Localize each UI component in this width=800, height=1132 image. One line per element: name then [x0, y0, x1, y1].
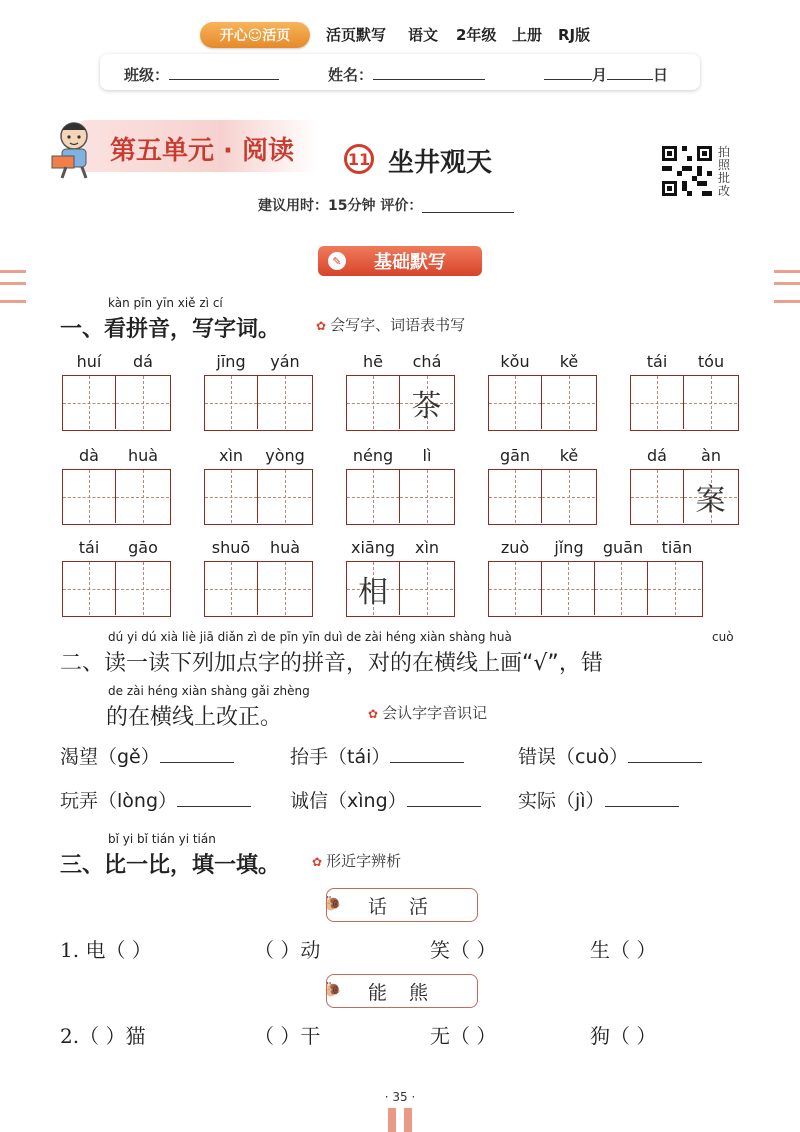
lesson-number-badge: 11	[344, 144, 374, 174]
side-mark-left	[0, 282, 26, 285]
q2-heading-line1: 二、读一读下列加点字的拼音，对的在横线上画“√”，错	[60, 651, 603, 676]
brand-logo: 开心☺活页	[200, 22, 310, 48]
qr-code-icon[interactable]	[662, 146, 712, 196]
fill-item[interactable]: 无（ ）	[430, 1024, 497, 1048]
writing-grid[interactable]	[630, 469, 739, 525]
writing-cell[interactable]	[258, 376, 311, 429]
q1-heading: 一、看拼音，写字词。	[60, 317, 281, 342]
writing-cell[interactable]	[489, 562, 542, 615]
fill-item[interactable]: 生（ ）	[590, 938, 657, 962]
q3-tag: ✿ 形近字辨析	[312, 852, 402, 870]
writing-cell[interactable]	[489, 470, 542, 523]
writing-cell[interactable]: 相	[347, 562, 400, 615]
snail-icon: 🐌	[324, 982, 342, 998]
snail-icon: 🐌	[324, 896, 342, 912]
word-group: gān kě	[488, 446, 597, 525]
word-group: huí dá	[62, 352, 171, 431]
word-group: xìn yòng	[204, 446, 313, 525]
fill-item[interactable]: 2.（ ）猫	[60, 1024, 146, 1048]
word-group: jīng yán	[204, 352, 313, 431]
writing-grid[interactable]	[204, 469, 313, 525]
word-group: dà huà	[62, 446, 171, 525]
word-group: xiāng xìn 相	[346, 538, 455, 617]
side-mark-left	[0, 270, 26, 273]
writing-grid[interactable]	[488, 375, 597, 431]
word-group: shuō huà	[204, 538, 313, 617]
name-label: 姓名：	[328, 66, 374, 84]
side-mark-left	[0, 300, 26, 303]
writing-cell[interactable]	[116, 470, 169, 523]
writing-cell[interactable]	[347, 470, 400, 523]
suggested-time: 建议用时：15分钟 评价：	[258, 195, 514, 215]
word-group: kǒu kě	[488, 352, 597, 431]
side-mark-right	[774, 282, 800, 285]
writing-grid[interactable]	[346, 469, 455, 525]
pinyin-check-item[interactable]: 玩弄（lòng）	[60, 786, 251, 813]
child-reading-icon	[44, 118, 104, 180]
q2-pinyin-line1: dú yi dú xià liè jiā diǎn zì de pīn yīn duì de zài héng xiàn shàng huà	[108, 630, 512, 644]
writing-cell[interactable]	[542, 376, 595, 429]
writing-grid[interactable]	[62, 469, 171, 525]
grade-label: 2年级	[456, 26, 497, 44]
writing-grid[interactable]	[630, 375, 739, 431]
q2-tag: ✿ 会认字字音识记	[368, 704, 488, 722]
pinyin-check-item[interactable]: 渴望（gě）	[60, 742, 234, 769]
writing-cell[interactable]	[489, 376, 542, 429]
word-group: néng lì	[346, 446, 455, 525]
q3-heading: 三、比一比，填一填。	[60, 853, 281, 878]
writing-cell[interactable]	[542, 470, 595, 523]
writing-grid[interactable]	[204, 375, 313, 431]
writing-cell[interactable]	[205, 470, 258, 523]
writing-cell[interactable]	[258, 470, 311, 523]
word-group: tái tóu	[630, 352, 739, 431]
writing-grid[interactable]	[488, 469, 597, 525]
q2-pinyin-cuo: cuò	[712, 630, 734, 644]
compare-chars-box: 话 活	[326, 888, 478, 922]
class-field[interactable]	[124, 63, 279, 85]
side-mark-right	[774, 300, 800, 303]
pencil-icon: ✎	[328, 252, 346, 270]
fill-item[interactable]: 笑（ ）	[430, 938, 497, 962]
q2-heading-line2: 的在横线上改正。	[106, 705, 283, 730]
month-label: 月	[592, 66, 608, 84]
writing-grid[interactable]	[62, 561, 171, 617]
q1-tag: ✿ 会写字、词语表书写	[316, 316, 466, 334]
writing-cell[interactable]	[205, 376, 258, 429]
q2-pinyin-line2: de zài héng xiàn shàng gǎi zhèng	[108, 684, 310, 698]
word-group: tái gāo	[62, 538, 171, 617]
writing-cell[interactable]	[63, 562, 116, 615]
writing-cell[interactable]	[116, 376, 169, 429]
bottom-tab	[388, 1108, 396, 1132]
fill-item[interactable]: 狗（ ）	[590, 1024, 657, 1048]
q1-pinyin: kàn pīn yīn xiě zì cí	[108, 296, 223, 310]
edition-label: RJ版	[558, 26, 591, 44]
writing-cell[interactable]	[205, 562, 258, 615]
section-banner: 基础默写	[318, 246, 482, 276]
writing-cell[interactable]	[347, 376, 400, 429]
writing-grid[interactable]	[488, 561, 703, 617]
writing-cell[interactable]: 案	[684, 470, 737, 523]
subject-label: 语文	[408, 26, 439, 44]
pinyin-check-item[interactable]: 诚信（xìng）	[290, 786, 481, 813]
writing-cell[interactable]: 茶	[400, 376, 453, 429]
unit-title: 第五单元 · 阅读	[110, 136, 294, 166]
volume-label: 上册	[512, 26, 543, 44]
writing-cell[interactable]	[400, 562, 453, 615]
writing-cell[interactable]	[63, 470, 116, 523]
writing-grid[interactable]	[204, 561, 313, 617]
writing-cell[interactable]	[595, 562, 648, 615]
fill-item[interactable]: （ ）干	[254, 1024, 321, 1048]
pinyin-check-item[interactable]: 抬手（tái）	[290, 742, 464, 769]
side-mark-right	[774, 270, 800, 273]
writing-grid[interactable]	[346, 561, 455, 617]
writing-cell[interactable]	[648, 562, 701, 615]
class-label: 班级：	[124, 66, 170, 84]
date-field[interactable]	[544, 63, 668, 85]
writing-cell[interactable]	[116, 562, 169, 615]
scan-hint: 拍照批改	[718, 145, 731, 198]
writing-cell[interactable]	[631, 376, 684, 429]
writing-cell[interactable]	[684, 376, 737, 429]
pinyin-check-item[interactable]: 实际（jì）	[518, 786, 679, 813]
writing-grid[interactable]	[62, 375, 171, 431]
word-group: dá àn 案	[630, 446, 739, 525]
page-number: · 35 ·	[384, 1090, 416, 1104]
writing-cell[interactable]	[258, 562, 311, 615]
series-label: 活页默写	[326, 26, 387, 44]
name-field[interactable]	[328, 63, 485, 85]
compare-chars-box: 能 熊	[326, 974, 478, 1008]
writing-cell[interactable]	[542, 562, 595, 615]
bottom-tab	[404, 1108, 412, 1132]
lesson-title: 坐井观天	[388, 148, 493, 178]
writing-cell[interactable]	[63, 376, 116, 429]
fill-item[interactable]: （ ）动	[254, 938, 321, 962]
writing-grid[interactable]	[346, 375, 455, 431]
writing-cell[interactable]	[400, 470, 453, 523]
word-group: hē chá 茶	[346, 352, 455, 431]
day-label: 日	[653, 66, 669, 84]
word-group: zuò jǐng guān tiān	[488, 538, 704, 617]
fill-item[interactable]: 1. 电（ ）	[60, 938, 152, 962]
q3-pinyin: bǐ yi bǐ tián yi tián	[108, 832, 216, 846]
writing-cell[interactable]	[631, 470, 684, 523]
pinyin-check-item[interactable]: 错误（cuò）	[518, 742, 702, 769]
